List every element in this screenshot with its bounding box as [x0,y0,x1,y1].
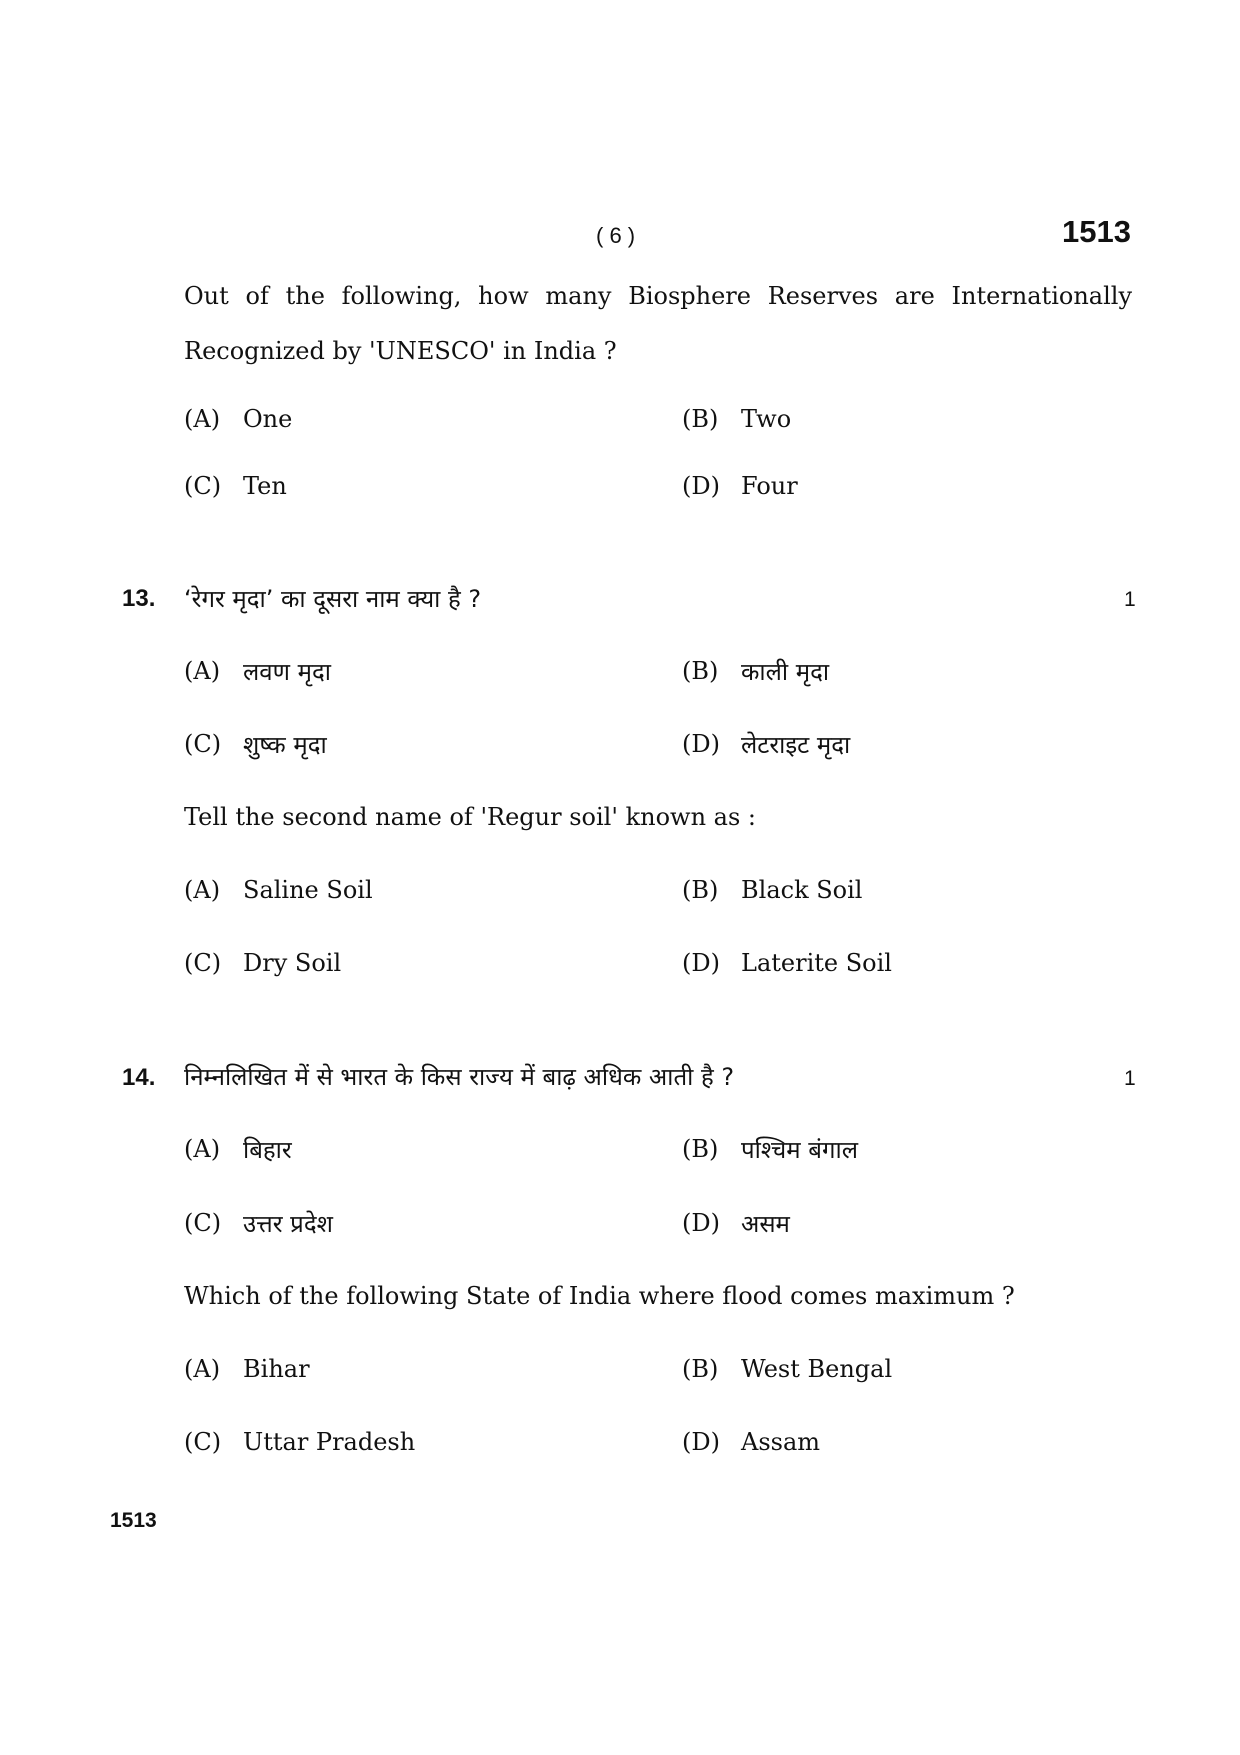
q14-hindi-option-c-label: (C) [184,1209,222,1237]
q12-option-d-label: (D) [682,472,720,500]
q13-hindi-option-d-label: (D) [682,730,720,758]
q14-english-option-a-label: (A) [184,1355,221,1383]
q14-english-option-b-label: (B) [682,1355,719,1383]
q13-hindi-option-a-label: (A) [184,657,221,685]
q13-english-question: Tell the second name of 'Regur soil' known as : [184,803,756,831]
q13-english-option-a-text: Saline Soil [243,876,373,904]
q12-option-a-label: (A) [184,405,221,433]
q13-english-option-b-text: Black Soil [741,876,863,904]
q12-option-b-text: Two [741,405,792,433]
q12-option-c-label: (C) [184,472,222,500]
paper-code-header: 1513 [1062,214,1131,249]
q14-marks: 1 [1124,1067,1136,1090]
q14-english-option-c-text: Uttar Pradesh [243,1428,416,1456]
q13-hindi-option-b-label: (B) [682,657,719,685]
q14-english-option-d-text: Assam [741,1428,821,1456]
q13-english-option-d-label: (D) [682,949,720,977]
q13-english-option-c-text: Dry Soil [243,949,342,977]
q13-number: 13. [122,585,156,612]
q13-hindi-question: ‘रेगर मृदा’ का दूसरा नाम क्या है ? [184,585,482,613]
q14-hindi-option-d-text: असम [741,1210,790,1238]
q14-hindi-option-c-text: उत्तर प्रदेश [243,1210,333,1238]
q13-hindi-option-a-text: लवण मृदा [243,658,331,686]
q13-english-option-b-label: (B) [682,876,719,904]
q14-hindi-option-a-label: (A) [184,1135,221,1163]
q14-number: 14. [122,1064,156,1091]
q12-option-a-text: One [243,405,293,433]
q13-english-option-d-text: Laterite Soil [741,949,892,977]
q13-hindi-option-b-text: काली मृदा [741,658,830,686]
q14-english-option-c-label: (C) [184,1428,222,1456]
q13-marks: 1 [1124,588,1136,611]
q12-option-d-text: Four [741,472,798,500]
q14-english-question: Which of the following State of India where flood comes maximum ? [184,1282,1015,1310]
q13-hindi-option-c-label: (C) [184,730,222,758]
q12-option-c-text: Ten [243,472,287,500]
q14-hindi-option-b-text: पश्चिम बंगाल [741,1136,858,1164]
q14-hindi-option-d-label: (D) [682,1209,720,1237]
q13-english-option-c-label: (C) [184,949,222,977]
q13-hindi-option-c-text: शुष्क मृदा [243,731,327,759]
q14-english-option-d-label: (D) [682,1428,720,1456]
q14-english-option-a-text: Bihar [243,1355,310,1383]
q12-question-line1: Out of the following, how many Biosphere Reserves are Internationally [184,282,1132,310]
q12-question-line2: Recognized by 'UNESCO' in India ? [184,337,617,365]
q14-english-option-b-text: West Bengal [741,1355,893,1383]
q14-hindi-option-a-text: बिहार [243,1136,292,1164]
q14-hindi-option-b-label: (B) [682,1135,719,1163]
page-number: ( 6 ) [596,223,636,248]
q14-hindi-question: निम्नलिखित में से भारत के किस राज्य में बाढ़ अधिक आती है ? [184,1063,735,1091]
q13-english-option-a-label: (A) [184,876,221,904]
q12-option-b-label: (B) [682,405,719,433]
paper-code-footer: 1513 [110,1509,157,1532]
q13-hindi-option-d-text: लेटराइट मृदा [741,731,851,759]
